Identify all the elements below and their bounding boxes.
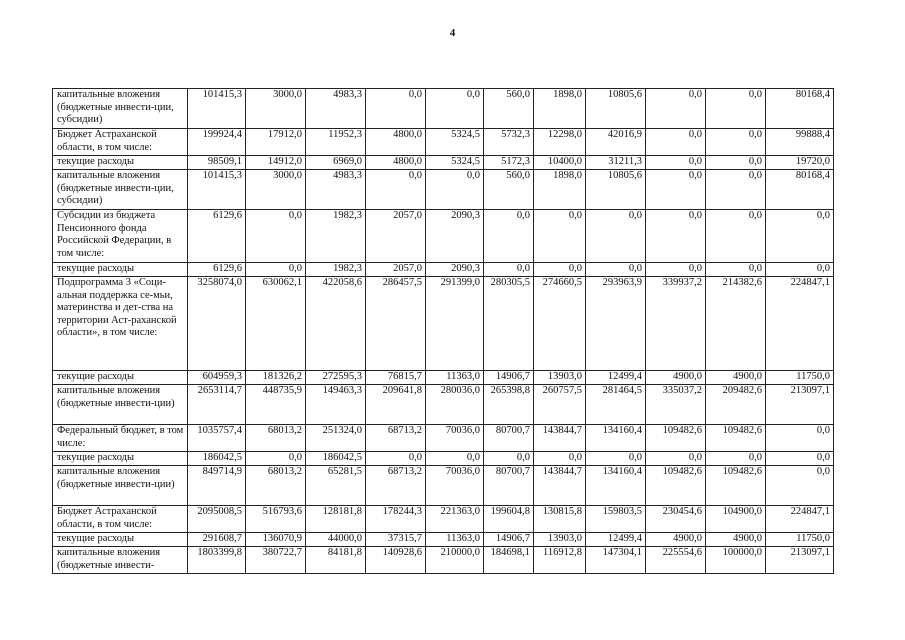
table-row [53, 277, 834, 371]
value-cell: 80700,7 [484, 425, 534, 452]
row-label: капитальные вложения (бюджетные инвести-ции, субсидии) [53, 89, 188, 129]
value-cell: 70036,0 [426, 425, 484, 452]
value-cell: 293963,9 [586, 277, 646, 371]
value-cell: 286457,5 [366, 277, 426, 371]
value-cell: 630062,1 [246, 277, 306, 371]
value-cell: 422058,6 [306, 277, 366, 371]
row-label: Субсидии из бюджета Пенсионного фонда Российской Федерации, в том числе: [53, 210, 188, 263]
value-cell: 291399,0 [426, 277, 484, 371]
value-cell: 3000,0 [246, 89, 306, 129]
value-cell: 251324,0 [306, 425, 366, 452]
value-cell: 0,0 [766, 425, 834, 452]
value-cell: 2095008,5 [188, 506, 246, 533]
value-cell: 0,0 [366, 170, 426, 210]
value-cell: 560,0 [484, 89, 534, 129]
value-cell: 4900,0 [706, 371, 766, 385]
row-label: текущие расходы [53, 156, 188, 170]
value-cell: 4983,3 [306, 170, 366, 210]
value-cell: 0,0 [586, 263, 646, 277]
value-cell: 0,0 [426, 170, 484, 210]
value-cell: 19720,0 [766, 156, 834, 170]
value-cell: 1803399,8 [188, 547, 246, 574]
table-row [53, 547, 834, 574]
value-cell: 4800,0 [366, 129, 426, 156]
row-label: капитальные вложения (бюджетные инвести-ции, субсидии) [53, 170, 188, 210]
value-cell: 70036,0 [426, 466, 484, 506]
value-cell: 84181,8 [306, 547, 366, 574]
value-cell: 130815,8 [534, 506, 586, 533]
value-cell: 0,0 [706, 210, 766, 263]
value-cell: 1898,0 [534, 89, 586, 129]
value-cell: 4800,0 [366, 156, 426, 170]
row-label: капитальные вложения (бюджетные инвести-ции) [53, 385, 188, 425]
table-row [53, 210, 834, 263]
value-cell: 101415,3 [188, 89, 246, 129]
value-cell: 0,0 [586, 210, 646, 263]
value-cell: 101415,3 [188, 170, 246, 210]
value-cell: 2057,0 [366, 210, 426, 263]
value-cell: 199604,8 [484, 506, 534, 533]
value-cell: 604959,3 [188, 371, 246, 385]
value-cell: 184698,1 [484, 547, 534, 574]
value-cell: 5324,5 [426, 129, 484, 156]
value-cell: 68013,2 [246, 466, 306, 506]
value-cell: 0,0 [766, 263, 834, 277]
row-label: Подпрограмма 3 «Соци-альная поддержка се-мьи, материнства и дет-ства на территории Аст-раханской области», в том числе: [53, 277, 188, 371]
row-label: Федеральный бюджет, в том числе: [53, 425, 188, 452]
value-cell: 186042,5 [188, 452, 246, 466]
value-cell: 0,0 [246, 263, 306, 277]
value-cell: 0,0 [646, 210, 706, 263]
value-cell: 80168,4 [766, 89, 834, 129]
value-cell: 1982,3 [306, 263, 366, 277]
table-row [53, 263, 834, 277]
table-row [53, 425, 834, 452]
value-cell: 14912,0 [246, 156, 306, 170]
value-cell: 68713,2 [366, 425, 426, 452]
value-cell: 37315,7 [366, 533, 426, 547]
value-cell: 209482,6 [706, 385, 766, 425]
value-cell: 213097,1 [766, 547, 834, 574]
table-row [53, 533, 834, 547]
value-cell: 11363,0 [426, 533, 484, 547]
value-cell: 134160,4 [586, 466, 646, 506]
value-cell: 214382,6 [706, 277, 766, 371]
value-cell: 31211,3 [586, 156, 646, 170]
table-row [53, 385, 834, 425]
table-row [53, 452, 834, 466]
value-cell: 76815,7 [366, 371, 426, 385]
value-cell: 10805,6 [586, 170, 646, 210]
value-cell: 560,0 [484, 170, 534, 210]
value-cell: 4983,3 [306, 89, 366, 129]
value-cell: 0,0 [366, 452, 426, 466]
value-cell: 339937,2 [646, 277, 706, 371]
value-cell: 0,0 [366, 89, 426, 129]
value-cell: 4900,0 [706, 533, 766, 547]
value-cell: 12499,4 [586, 533, 646, 547]
value-cell: 0,0 [246, 210, 306, 263]
value-cell: 335037,2 [646, 385, 706, 425]
value-cell: 143844,7 [534, 425, 586, 452]
value-cell: 0,0 [706, 89, 766, 129]
row-label: Бюджет Астраханской области, в том числе: [53, 506, 188, 533]
value-cell: 380722,7 [246, 547, 306, 574]
value-cell: 0,0 [646, 263, 706, 277]
table-row [53, 371, 834, 385]
value-cell: 0,0 [586, 452, 646, 466]
value-cell: 3000,0 [246, 170, 306, 210]
budget-table-body [53, 89, 834, 574]
value-cell: 13903,0 [534, 533, 586, 547]
value-cell: 5732,3 [484, 129, 534, 156]
value-cell: 0,0 [534, 263, 586, 277]
value-cell: 109482,6 [646, 425, 706, 452]
value-cell: 0,0 [484, 210, 534, 263]
budget-table [52, 88, 834, 574]
value-cell: 68713,2 [366, 466, 426, 506]
value-cell: 98509,1 [188, 156, 246, 170]
value-cell: 13903,0 [534, 371, 586, 385]
value-cell: 224847,1 [766, 277, 834, 371]
table-row [53, 506, 834, 533]
value-cell: 6129,6 [188, 263, 246, 277]
value-cell: 5172,3 [484, 156, 534, 170]
value-cell: 291608,7 [188, 533, 246, 547]
value-cell: 109482,6 [646, 466, 706, 506]
value-cell: 210000,0 [426, 547, 484, 574]
value-cell: 140928,6 [366, 547, 426, 574]
table-row [53, 156, 834, 170]
value-cell: 0,0 [646, 452, 706, 466]
value-cell: 0,0 [646, 89, 706, 129]
value-cell: 0,0 [766, 466, 834, 506]
value-cell: 11952,3 [306, 129, 366, 156]
value-cell: 199924,4 [188, 129, 246, 156]
value-cell: 134160,4 [586, 425, 646, 452]
value-cell: 128181,8 [306, 506, 366, 533]
page-number: 4 [449, 27, 456, 39]
value-cell: 225554,6 [646, 547, 706, 574]
value-cell: 181326,2 [246, 371, 306, 385]
value-cell: 0,0 [534, 210, 586, 263]
value-cell: 281464,5 [586, 385, 646, 425]
value-cell: 448735,9 [246, 385, 306, 425]
value-cell: 0,0 [484, 263, 534, 277]
value-cell: 0,0 [646, 170, 706, 210]
table-row [53, 89, 834, 129]
value-cell: 100000,0 [706, 547, 766, 574]
row-label: Бюджет Астраханской области, в том числе: [53, 129, 188, 156]
value-cell: 4900,0 [646, 371, 706, 385]
value-cell: 2090,3 [426, 210, 484, 263]
value-cell: 2653114,7 [188, 385, 246, 425]
value-cell: 149463,3 [306, 385, 366, 425]
row-label: текущие расходы [53, 533, 188, 547]
value-cell: 0,0 [766, 210, 834, 263]
row-label: текущие расходы [53, 371, 188, 385]
value-cell: 68013,2 [246, 425, 306, 452]
value-cell: 10805,6 [586, 89, 646, 129]
value-cell: 116912,8 [534, 547, 586, 574]
value-cell: 224847,1 [766, 506, 834, 533]
value-cell: 2057,0 [366, 263, 426, 277]
value-cell: 143844,7 [534, 466, 586, 506]
value-cell: 221363,0 [426, 506, 484, 533]
table-row [53, 129, 834, 156]
value-cell: 159803,5 [586, 506, 646, 533]
row-label: капитальные вложения (бюджетные инвести- [53, 547, 188, 574]
value-cell: 186042,5 [306, 452, 366, 466]
value-cell: 109482,6 [706, 425, 766, 452]
value-cell: 280305,5 [484, 277, 534, 371]
value-cell: 109482,6 [706, 466, 766, 506]
value-cell: 80700,7 [484, 466, 534, 506]
value-cell: 0,0 [426, 452, 484, 466]
value-cell: 0,0 [766, 452, 834, 466]
value-cell: 4900,0 [646, 533, 706, 547]
value-cell: 11363,0 [426, 371, 484, 385]
row-label: капитальные вложения (бюджетные инвести-ции) [53, 466, 188, 506]
value-cell: 65281,5 [306, 466, 366, 506]
value-cell: 99888,4 [766, 129, 834, 156]
value-cell: 209641,8 [366, 385, 426, 425]
table-row [53, 170, 834, 210]
row-label: текущие расходы [53, 452, 188, 466]
value-cell: 44000,0 [306, 533, 366, 547]
value-cell: 3258074,0 [188, 277, 246, 371]
value-cell: 0,0 [706, 452, 766, 466]
value-cell: 516793,6 [246, 506, 306, 533]
value-cell: 11750,0 [766, 371, 834, 385]
value-cell: 0,0 [484, 452, 534, 466]
value-cell: 0,0 [706, 156, 766, 170]
value-cell: 0,0 [246, 452, 306, 466]
row-label: текущие расходы [53, 263, 188, 277]
value-cell: 6129,6 [188, 210, 246, 263]
value-cell: 849714,9 [188, 466, 246, 506]
value-cell: 136070,9 [246, 533, 306, 547]
value-cell: 1035757,4 [188, 425, 246, 452]
value-cell: 0,0 [706, 129, 766, 156]
value-cell: 1982,3 [306, 210, 366, 263]
value-cell: 178244,3 [366, 506, 426, 533]
value-cell: 147304,1 [586, 547, 646, 574]
value-cell: 1898,0 [534, 170, 586, 210]
value-cell: 42016,9 [586, 129, 646, 156]
value-cell: 2090,3 [426, 263, 484, 277]
value-cell: 14906,7 [484, 533, 534, 547]
value-cell: 104900,0 [706, 506, 766, 533]
value-cell: 6969,0 [306, 156, 366, 170]
value-cell: 265398,8 [484, 385, 534, 425]
value-cell: 0,0 [706, 170, 766, 210]
value-cell: 80168,4 [766, 170, 834, 210]
table-row [53, 466, 834, 506]
value-cell: 12298,0 [534, 129, 586, 156]
value-cell: 272595,3 [306, 371, 366, 385]
value-cell: 14906,7 [484, 371, 534, 385]
value-cell: 12499,4 [586, 371, 646, 385]
value-cell: 213097,1 [766, 385, 834, 425]
value-cell: 230454,6 [646, 506, 706, 533]
value-cell: 0,0 [534, 452, 586, 466]
value-cell: 5324,5 [426, 156, 484, 170]
value-cell: 0,0 [646, 156, 706, 170]
value-cell: 260757,5 [534, 385, 586, 425]
value-cell: 0,0 [706, 263, 766, 277]
value-cell: 0,0 [646, 129, 706, 156]
value-cell: 10400,0 [534, 156, 586, 170]
value-cell: 17912,0 [246, 129, 306, 156]
value-cell: 11750,0 [766, 533, 834, 547]
value-cell: 280036,0 [426, 385, 484, 425]
value-cell: 0,0 [426, 89, 484, 129]
value-cell: 274660,5 [534, 277, 586, 371]
